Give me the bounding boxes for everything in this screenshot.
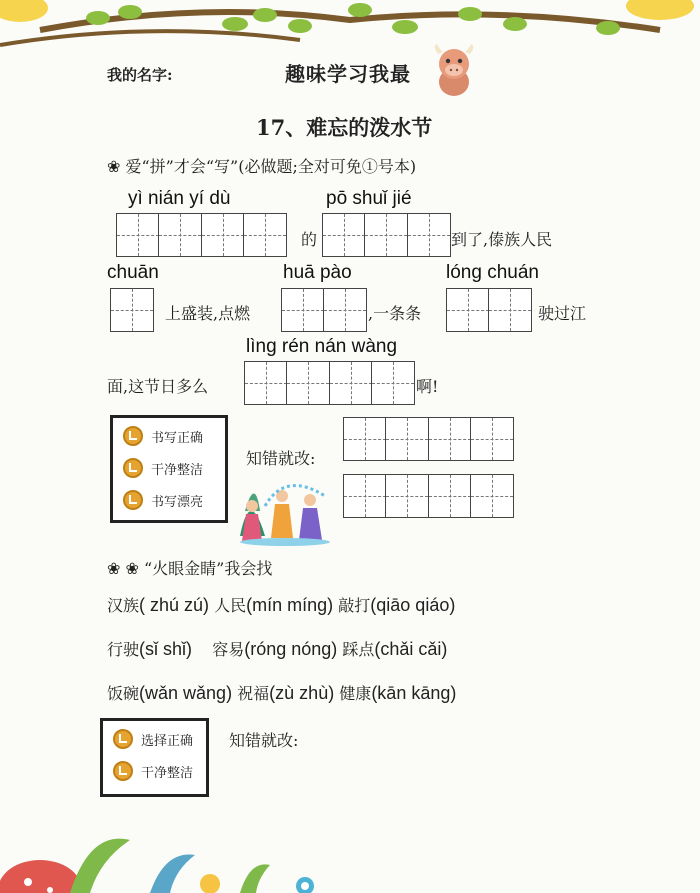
write-cell[interactable] xyxy=(343,417,387,461)
choose-row-1 xyxy=(107,593,455,616)
write-cell[interactable] xyxy=(364,213,408,257)
pinyin-huapao: huā pào xyxy=(283,262,352,283)
choice-word: 人民 xyxy=(214,596,247,615)
fix-label-1: 知错就改: xyxy=(246,449,316,468)
choice-options[interactable]: (mín míng) xyxy=(246,595,334,615)
section2-heading: “火眼金睛”我会找 xyxy=(144,559,273,578)
medal-icon xyxy=(113,729,133,749)
fix-label-2: 知错就改: xyxy=(229,731,299,750)
pinyin-chuan: chuān xyxy=(107,262,159,283)
medal-icon xyxy=(123,490,143,510)
write-cell[interactable] xyxy=(110,288,154,332)
check-item xyxy=(113,420,225,452)
write-cell[interactable] xyxy=(470,417,514,461)
choice-options[interactable]: (róng nóng) xyxy=(244,639,338,659)
write-cell[interactable] xyxy=(329,361,373,405)
check-label: 书写正确 xyxy=(151,430,204,446)
write-cell[interactable] xyxy=(385,474,429,518)
write-cell[interactable] xyxy=(244,361,288,405)
check-item xyxy=(113,452,225,484)
write-cell[interactable] xyxy=(343,474,387,518)
water-festival-illustration xyxy=(230,466,335,546)
choice-options[interactable]: (chǎi cǎi) xyxy=(374,639,448,659)
write-cell[interactable] xyxy=(158,213,202,257)
choice-options[interactable]: (zù zhù) xyxy=(269,683,335,703)
pinyin-poshuijie: pō shuǐ jié xyxy=(326,188,412,209)
self-check-box-2 xyxy=(100,718,209,797)
correction-grid-bottom[interactable] xyxy=(343,474,514,518)
page-title: 趣味学习我最 xyxy=(285,62,411,86)
choice-options[interactable]: ( zhú zú) xyxy=(139,595,210,615)
lesson-title: 17、难忘的泼水节 xyxy=(256,115,433,140)
write-cell[interactable] xyxy=(446,288,490,332)
text-de: 的 xyxy=(301,230,318,249)
flower-icon: ❀ xyxy=(125,559,139,578)
check-item xyxy=(103,755,206,787)
write-cell[interactable] xyxy=(323,288,367,332)
text-a: 啊! xyxy=(416,377,439,396)
write-grid-2[interactable] xyxy=(281,288,367,332)
write-grid-4[interactable] xyxy=(116,213,287,257)
choice-word: 容易 xyxy=(212,640,245,659)
text-yitiaotiao: ,一条条 xyxy=(368,304,422,323)
write-cell[interactable] xyxy=(428,474,472,518)
choice-word: 行驶 xyxy=(107,640,140,659)
choice-word: 汉族 xyxy=(107,596,140,615)
choice-word: 饭碗 xyxy=(107,684,140,703)
write-grid-4b[interactable] xyxy=(244,361,415,405)
text-mian: 面,这节日多么 xyxy=(107,377,209,396)
section2-heading-row xyxy=(107,556,272,579)
write-cell[interactable] xyxy=(470,474,514,518)
write-cell[interactable] xyxy=(116,213,160,257)
text-daole: 到了,傣族人民 xyxy=(451,230,553,249)
choice-options[interactable]: (wǎn wǎng) xyxy=(139,683,233,703)
name-label: 我的名字: xyxy=(107,66,173,84)
text-shangshengzhuang: 上盛装,点燃 xyxy=(165,304,251,323)
section1-heading: 爱“拼”才会“写”(必做题;全对可免①号本) xyxy=(125,157,417,176)
choice-word: 敲打 xyxy=(338,596,371,615)
choice-options[interactable]: (qiāo qiáo) xyxy=(370,595,456,615)
pinyin-lingrennanwang: lìng rén nán wàng xyxy=(246,336,398,357)
choose-row-3 xyxy=(107,681,456,704)
top-branch-decoration xyxy=(0,0,700,60)
write-grid-3[interactable] xyxy=(322,213,451,257)
choose-row-2 xyxy=(107,637,447,660)
section1-heading-row xyxy=(107,154,416,177)
check-label: 干净整洁 xyxy=(151,462,204,478)
write-cell[interactable] xyxy=(385,417,429,461)
flower-icon: ❀ xyxy=(107,559,121,578)
write-cell[interactable] xyxy=(243,213,287,257)
pinyin-yinianyidu: yì nián yí dù xyxy=(128,188,231,209)
write-cell[interactable] xyxy=(201,213,245,257)
check-item xyxy=(113,484,225,516)
check-label: 选择正确 xyxy=(141,733,194,749)
write-cell[interactable] xyxy=(371,361,415,405)
check-label: 干净整洁 xyxy=(141,765,194,781)
medal-icon xyxy=(123,426,143,446)
pinyin-longchuan: lóng chuán xyxy=(446,262,539,283)
write-cell[interactable] xyxy=(488,288,532,332)
choice-word: 健康 xyxy=(339,684,372,703)
check-label: 书写漂亮 xyxy=(151,494,204,510)
self-check-box-1 xyxy=(110,415,228,523)
write-cell[interactable] xyxy=(286,361,330,405)
flower-icon: ❀ xyxy=(107,157,121,176)
choice-options[interactable]: (sǐ shǐ) xyxy=(139,639,193,659)
choice-word: 祝福 xyxy=(237,684,270,703)
medal-icon xyxy=(123,458,143,478)
text-shiguojiang: 驶过江 xyxy=(538,304,587,323)
correction-grid-top[interactable] xyxy=(343,417,514,461)
choice-word: 踩点 xyxy=(342,640,375,659)
check-item xyxy=(103,723,206,755)
write-grid-2b[interactable] xyxy=(446,288,532,332)
write-cell[interactable] xyxy=(322,213,366,257)
write-cell[interactable] xyxy=(407,213,451,257)
write-grid-1[interactable] xyxy=(110,288,154,332)
ox-mascot-icon xyxy=(428,42,480,98)
write-cell[interactable] xyxy=(428,417,472,461)
choice-options[interactable]: (kān kāng) xyxy=(371,683,457,703)
medal-icon xyxy=(113,761,133,781)
write-cell[interactable] xyxy=(281,288,325,332)
bottom-plant-decoration xyxy=(0,820,700,893)
